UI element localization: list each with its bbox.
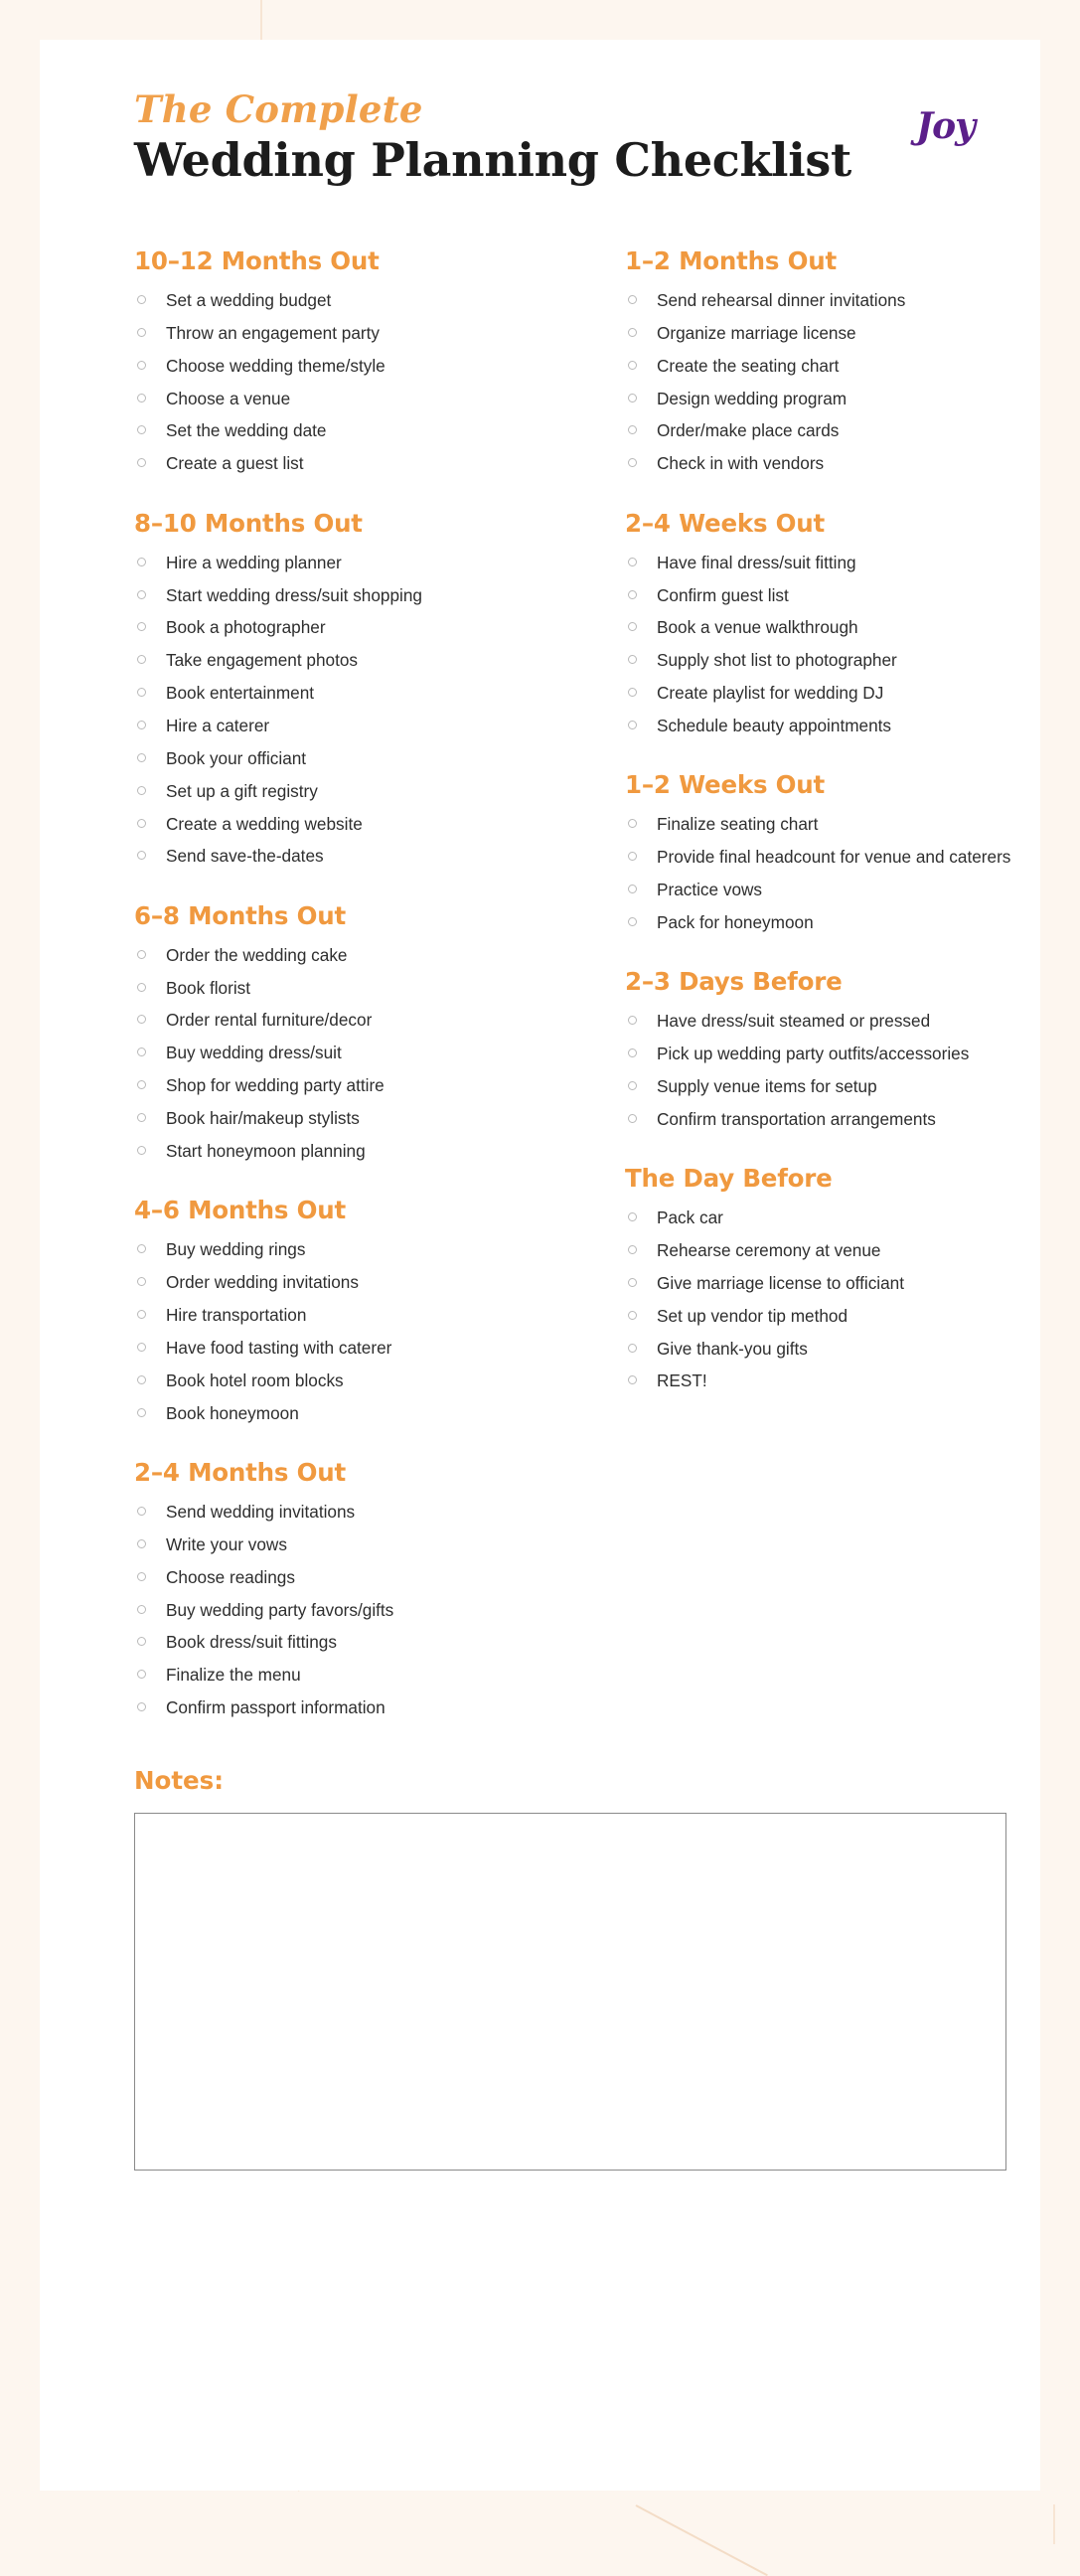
checklist-item[interactable] bbox=[134, 616, 571, 638]
checklist-item[interactable] bbox=[134, 1107, 571, 1129]
checklist-section bbox=[134, 509, 571, 868]
section-title: 1–2 Months Out bbox=[625, 246, 837, 275]
section-title: 8–10 Months Out bbox=[134, 508, 363, 538]
checklist-item-label: Send save-the-dates bbox=[166, 846, 324, 867]
checklist-item[interactable] bbox=[134, 1238, 571, 1260]
checklist-item-label: Pack for honeymoon bbox=[657, 911, 814, 932]
checkbox-circle-icon[interactable] bbox=[628, 917, 637, 926]
checklist-item-label: Choose wedding theme/style bbox=[166, 355, 386, 376]
notes-label: Notes: bbox=[134, 1766, 225, 1796]
decorative-line-top bbox=[260, 0, 262, 40]
notes-section bbox=[101, 1766, 979, 2171]
checklist-item[interactable] bbox=[134, 1696, 571, 1718]
checklist-item-label: Rehearse ceremony at venue bbox=[657, 1240, 881, 1261]
checkbox-circle-icon[interactable] bbox=[137, 983, 146, 992]
checklist-item-label: Create playlist for wedding DJ bbox=[657, 683, 884, 704]
checkbox-circle-icon[interactable] bbox=[137, 425, 146, 434]
checkbox-circle-icon[interactable] bbox=[137, 1605, 146, 1614]
checklist-item[interactable] bbox=[134, 584, 571, 606]
checklist-item[interactable] bbox=[134, 452, 571, 474]
checklist-list bbox=[625, 813, 1062, 933]
page-title: Wedding Planning Checklist bbox=[134, 133, 851, 187]
checklist-item[interactable] bbox=[625, 649, 1062, 671]
checklist-item-label: Give thank-you gifts bbox=[657, 1338, 808, 1359]
checklist-item-label: Have food tasting with caterer bbox=[166, 1337, 392, 1358]
checklist-item[interactable] bbox=[625, 846, 1062, 868]
checklist-list bbox=[134, 1501, 571, 1719]
section-title: 1–2 Weeks Out bbox=[625, 770, 826, 800]
checkbox-circle-icon[interactable] bbox=[137, 1637, 146, 1646]
section-title: 2–3 Days Before bbox=[625, 967, 843, 997]
checkbox-circle-icon[interactable] bbox=[628, 458, 637, 467]
checklist-item-label: Give marriage license to officiant bbox=[657, 1272, 905, 1293]
checklist-item-label: Set a wedding budget bbox=[166, 290, 332, 310]
checklist-item-label: Order the wedding cake bbox=[166, 944, 348, 965]
checkbox-circle-icon[interactable] bbox=[628, 622, 637, 631]
checklist-sheet bbox=[40, 40, 1040, 2491]
checklist-list bbox=[625, 1207, 1062, 1392]
checklist-item[interactable] bbox=[134, 977, 571, 999]
title-script: The Complete bbox=[134, 87, 423, 131]
checklist-item-label: Create a wedding website bbox=[166, 813, 363, 834]
checkbox-circle-icon[interactable] bbox=[137, 328, 146, 337]
checklist-item-label: REST! bbox=[657, 1370, 707, 1391]
checklist-item-label: Write your vows bbox=[166, 1533, 287, 1554]
checklist-item[interactable] bbox=[625, 1272, 1062, 1294]
checkbox-circle-icon[interactable] bbox=[137, 458, 146, 467]
decorative-line-bottom bbox=[1053, 2504, 1055, 2544]
checklist-item[interactable] bbox=[625, 1108, 1062, 1130]
checklist-item-label: Buy wedding dress/suit bbox=[166, 1043, 342, 1063]
decorative-diagonal-right bbox=[636, 2504, 768, 2576]
checkbox-circle-icon[interactable] bbox=[628, 1081, 637, 1090]
checklist-item[interactable] bbox=[134, 649, 571, 671]
checklist-item[interactable] bbox=[625, 452, 1062, 474]
checklist-item[interactable] bbox=[625, 1369, 1062, 1391]
checklist-item[interactable] bbox=[134, 1664, 571, 1686]
checklist-item[interactable] bbox=[134, 1599, 571, 1621]
checklist-item[interactable] bbox=[134, 355, 571, 377]
checkbox-circle-icon[interactable] bbox=[628, 721, 637, 729]
checklist-item[interactable] bbox=[134, 1140, 571, 1162]
checklist-item-label: Book hair/makeup stylists bbox=[166, 1108, 360, 1129]
checklist-item-label: Throw an engagement party bbox=[166, 322, 380, 343]
checklist-item[interactable] bbox=[134, 289, 571, 311]
checklist-item[interactable] bbox=[134, 1304, 571, 1326]
checkbox-circle-icon[interactable] bbox=[628, 688, 637, 697]
checklist-section bbox=[625, 967, 1062, 1130]
checklist-item-label: Send wedding invitations bbox=[166, 1501, 356, 1522]
checkbox-circle-icon[interactable] bbox=[137, 1080, 146, 1089]
checklist-item[interactable] bbox=[625, 1043, 1062, 1064]
checkbox-circle-icon[interactable] bbox=[137, 1277, 146, 1286]
checklist-section bbox=[625, 770, 1062, 933]
checkbox-circle-icon[interactable] bbox=[628, 1375, 637, 1384]
checklist-item-label: Supply shot list to photographer bbox=[657, 650, 897, 671]
checkbox-circle-icon[interactable] bbox=[137, 851, 146, 860]
checklist-item[interactable] bbox=[134, 1402, 571, 1424]
checkbox-circle-icon[interactable] bbox=[137, 1408, 146, 1417]
checklist-section bbox=[625, 509, 1062, 737]
checklist-section bbox=[625, 246, 1062, 475]
checkbox-circle-icon[interactable] bbox=[137, 1670, 146, 1679]
checklist-item[interactable] bbox=[625, 1075, 1062, 1097]
checklist-item[interactable] bbox=[134, 715, 571, 736]
checkbox-circle-icon[interactable] bbox=[628, 1212, 637, 1221]
checklist-item-label: Set up vendor tip method bbox=[657, 1305, 849, 1326]
checklist-item[interactable] bbox=[134, 1009, 571, 1031]
section-title: 6–8 Months Out bbox=[134, 900, 346, 930]
document-header bbox=[101, 87, 979, 211]
checklist-item[interactable] bbox=[134, 419, 571, 441]
checkbox-circle-icon[interactable] bbox=[628, 852, 637, 861]
section-title: 10–12 Months Out bbox=[134, 246, 380, 275]
checkbox-circle-icon[interactable] bbox=[137, 1507, 146, 1516]
checkbox-circle-icon[interactable] bbox=[628, 819, 637, 828]
checkbox-circle-icon[interactable] bbox=[628, 1114, 637, 1123]
checklist-item[interactable] bbox=[625, 552, 1062, 573]
checkbox-circle-icon[interactable] bbox=[137, 558, 146, 566]
checklist-item-label: Order wedding invitations bbox=[166, 1272, 359, 1293]
checklist-item-label: Provide final headcount for venue and caterers bbox=[657, 847, 1011, 868]
checkbox-circle-icon[interactable] bbox=[137, 753, 146, 762]
checklist-item[interactable] bbox=[625, 911, 1062, 933]
checkbox-circle-icon[interactable] bbox=[628, 590, 637, 599]
checklist-item[interactable] bbox=[134, 813, 571, 835]
checklist-item[interactable] bbox=[625, 813, 1062, 835]
checklist-item-label: Supply venue items for setup bbox=[657, 1075, 877, 1096]
checklist-item-label: Have final dress/suit fitting bbox=[657, 552, 856, 572]
checklist-item[interactable] bbox=[134, 1631, 571, 1653]
checkbox-circle-icon[interactable] bbox=[137, 1047, 146, 1056]
checklist-item[interactable] bbox=[134, 388, 571, 409]
checklist-item-label: Order/make place cards bbox=[657, 420, 840, 441]
checklist-item[interactable] bbox=[134, 322, 571, 344]
checklist-item-label: Shop for wedding party attire bbox=[166, 1075, 385, 1096]
checklist-item[interactable] bbox=[134, 845, 571, 867]
checkbox-circle-icon[interactable] bbox=[137, 786, 146, 795]
checkbox-circle-icon[interactable] bbox=[628, 328, 637, 337]
checklist-item[interactable] bbox=[625, 616, 1062, 638]
checklist-item-label: Confirm guest list bbox=[657, 584, 789, 605]
checklist-item-label: Confirm transportation arrangements bbox=[657, 1108, 936, 1129]
checkbox-circle-icon[interactable] bbox=[628, 1344, 637, 1353]
checklist-item-label: Schedule beauty appointments bbox=[657, 715, 892, 735]
checkbox-circle-icon[interactable] bbox=[628, 361, 637, 370]
checkbox-circle-icon[interactable] bbox=[137, 1702, 146, 1711]
checkbox-circle-icon[interactable] bbox=[137, 1244, 146, 1253]
checklist-item[interactable] bbox=[625, 1207, 1062, 1228]
checklist-item[interactable] bbox=[134, 1501, 571, 1523]
checklist-item[interactable] bbox=[625, 879, 1062, 900]
checklist-item-label: Book dress/suit fittings bbox=[166, 1632, 337, 1653]
checklist-item[interactable] bbox=[134, 1369, 571, 1391]
checklist-item-label: Book hotel room blocks bbox=[166, 1369, 344, 1390]
checklist-item-label: Set the wedding date bbox=[166, 420, 327, 441]
checkbox-circle-icon[interactable] bbox=[137, 1015, 146, 1024]
checklist-item[interactable] bbox=[134, 747, 571, 769]
checkbox-circle-icon[interactable] bbox=[137, 1310, 146, 1319]
checkbox-circle-icon[interactable] bbox=[137, 1375, 146, 1384]
checklist-item[interactable] bbox=[625, 1305, 1062, 1327]
checklist-item-label: Start honeymoon planning bbox=[166, 1140, 366, 1161]
checkbox-circle-icon[interactable] bbox=[628, 1311, 637, 1320]
checklist-item[interactable] bbox=[625, 715, 1062, 736]
checklist-item-label: Create the seating chart bbox=[657, 355, 840, 376]
checkbox-circle-icon[interactable] bbox=[137, 688, 146, 697]
checklist-item-label: Design wedding program bbox=[657, 388, 848, 408]
left-column bbox=[134, 246, 571, 1752]
checklist-item-label: Hire a wedding planner bbox=[166, 552, 342, 572]
checkbox-circle-icon[interactable] bbox=[137, 655, 146, 664]
checklist-item-label: Finalize the menu bbox=[166, 1665, 301, 1686]
checkbox-circle-icon[interactable] bbox=[628, 1048, 637, 1057]
checkbox-circle-icon[interactable] bbox=[628, 558, 637, 566]
checklist-item[interactable] bbox=[625, 388, 1062, 409]
checkbox-circle-icon[interactable] bbox=[137, 361, 146, 370]
checklist-section bbox=[134, 901, 571, 1163]
checklist-item[interactable] bbox=[134, 780, 571, 802]
checklist-item-label: Take engagement photos bbox=[166, 650, 359, 671]
checklist-item-label: Order rental furniture/decor bbox=[166, 1010, 373, 1031]
checklist-item[interactable] bbox=[134, 944, 571, 966]
checklist-list bbox=[625, 552, 1062, 737]
checklist-item-label: Book a photographer bbox=[166, 617, 326, 638]
checklist-section bbox=[134, 1196, 571, 1424]
checklist-item-label: Pick up wedding party outfits/accessories bbox=[657, 1044, 970, 1064]
checklist-item[interactable] bbox=[134, 1271, 571, 1293]
checklist-item[interactable] bbox=[625, 322, 1062, 344]
checklist-item[interactable] bbox=[134, 1337, 571, 1359]
checklist-list bbox=[134, 944, 571, 1163]
checkbox-circle-icon[interactable] bbox=[137, 819, 146, 828]
checkbox-circle-icon[interactable] bbox=[628, 394, 637, 402]
checklist-list bbox=[625, 289, 1062, 475]
checkbox-circle-icon[interactable] bbox=[137, 590, 146, 599]
checklist-item-label: Have dress/suit steamed or pressed bbox=[657, 1011, 931, 1032]
checklist-item[interactable] bbox=[625, 1239, 1062, 1261]
checklist-item-label: Book honeymoon bbox=[166, 1402, 299, 1423]
checkbox-circle-icon[interactable] bbox=[137, 1113, 146, 1122]
checklist-item[interactable] bbox=[134, 682, 571, 704]
checklist-list bbox=[134, 552, 571, 868]
checklist-item-label: Buy wedding party favors/gifts bbox=[166, 1599, 394, 1620]
checklist-item-label: Set up a gift registry bbox=[166, 780, 318, 801]
checklist-item-label: Book a venue walkthrough bbox=[657, 617, 858, 638]
checklist-item-label: Book your officiant bbox=[166, 747, 307, 768]
checkbox-circle-icon[interactable] bbox=[137, 1146, 146, 1155]
notes-input-box[interactable] bbox=[134, 1813, 1006, 2171]
checklist-item[interactable] bbox=[134, 1533, 571, 1555]
checkbox-circle-icon[interactable] bbox=[628, 295, 637, 304]
checklist-item-label: Hire transportation bbox=[166, 1304, 307, 1325]
checkbox-circle-icon[interactable] bbox=[137, 394, 146, 402]
brand-logo: Joy bbox=[916, 105, 975, 147]
checklist-item-label: Check in with vendors bbox=[657, 453, 825, 474]
checklist-section bbox=[134, 246, 571, 475]
checkbox-circle-icon[interactable] bbox=[137, 1539, 146, 1548]
checkbox-circle-icon[interactable] bbox=[137, 721, 146, 729]
checkbox-circle-icon[interactable] bbox=[137, 622, 146, 631]
checklist-item[interactable] bbox=[625, 355, 1062, 377]
checklist-item-label: Start wedding dress/suit shopping bbox=[166, 584, 422, 605]
checklist-item[interactable] bbox=[625, 1010, 1062, 1032]
checklist-item-label: Hire a caterer bbox=[166, 715, 270, 735]
checkbox-circle-icon[interactable] bbox=[628, 885, 637, 893]
checkbox-circle-icon[interactable] bbox=[628, 425, 637, 434]
checkbox-circle-icon[interactable] bbox=[137, 1343, 146, 1352]
section-title: 4–6 Months Out bbox=[134, 1196, 346, 1225]
checklist-item[interactable] bbox=[625, 682, 1062, 704]
checklist-item-label: Organize marriage license bbox=[657, 322, 856, 343]
checklist-item[interactable] bbox=[625, 419, 1062, 441]
checklist-item-label: Finalize seating chart bbox=[657, 814, 819, 835]
checklist-section bbox=[134, 1458, 571, 1719]
checklist-item[interactable] bbox=[134, 1074, 571, 1096]
checklist-list bbox=[134, 1238, 571, 1424]
checklist-item[interactable] bbox=[625, 584, 1062, 606]
checklist-item[interactable] bbox=[134, 1042, 571, 1063]
checklist-item-label: Pack car bbox=[657, 1208, 723, 1228]
checklist-item[interactable] bbox=[625, 1338, 1062, 1360]
checkbox-circle-icon[interactable] bbox=[628, 1245, 637, 1254]
section-title: 2–4 Months Out bbox=[134, 1457, 346, 1487]
checklist-item-label: Create a guest list bbox=[166, 453, 304, 474]
checklist-list bbox=[134, 289, 571, 475]
section-title: 2–4 Weeks Out bbox=[625, 508, 826, 538]
checklist-item-label: Send rehearsal dinner invitations bbox=[657, 290, 906, 310]
checklist-item-label: Book florist bbox=[166, 977, 251, 998]
checklist-columns bbox=[101, 246, 1011, 1752]
checklist-item[interactable] bbox=[134, 1566, 571, 1588]
checkbox-circle-icon[interactable] bbox=[137, 295, 146, 304]
checklist-item-label: Practice vows bbox=[657, 880, 763, 900]
checklist-item-label: Confirm passport information bbox=[166, 1697, 386, 1718]
checklist-item-label: Buy wedding rings bbox=[166, 1239, 306, 1260]
checklist-item-label: Book entertainment bbox=[166, 683, 315, 704]
checklist-item-label: Choose readings bbox=[166, 1566, 295, 1587]
checklist-item[interactable] bbox=[625, 289, 1062, 311]
section-title: The Day Before bbox=[625, 1164, 833, 1194]
checklist-section bbox=[625, 1164, 1062, 1392]
checkbox-circle-icon[interactable] bbox=[137, 1572, 146, 1581]
checklist-list bbox=[625, 1010, 1062, 1130]
right-column bbox=[625, 246, 1062, 1752]
checklist-item[interactable] bbox=[134, 552, 571, 573]
checkbox-circle-icon[interactable] bbox=[137, 950, 146, 959]
checklist-item-label: Choose a venue bbox=[166, 388, 291, 408]
checkbox-circle-icon[interactable] bbox=[628, 1016, 637, 1025]
checkbox-circle-icon[interactable] bbox=[628, 1278, 637, 1287]
checkbox-circle-icon[interactable] bbox=[628, 655, 637, 664]
